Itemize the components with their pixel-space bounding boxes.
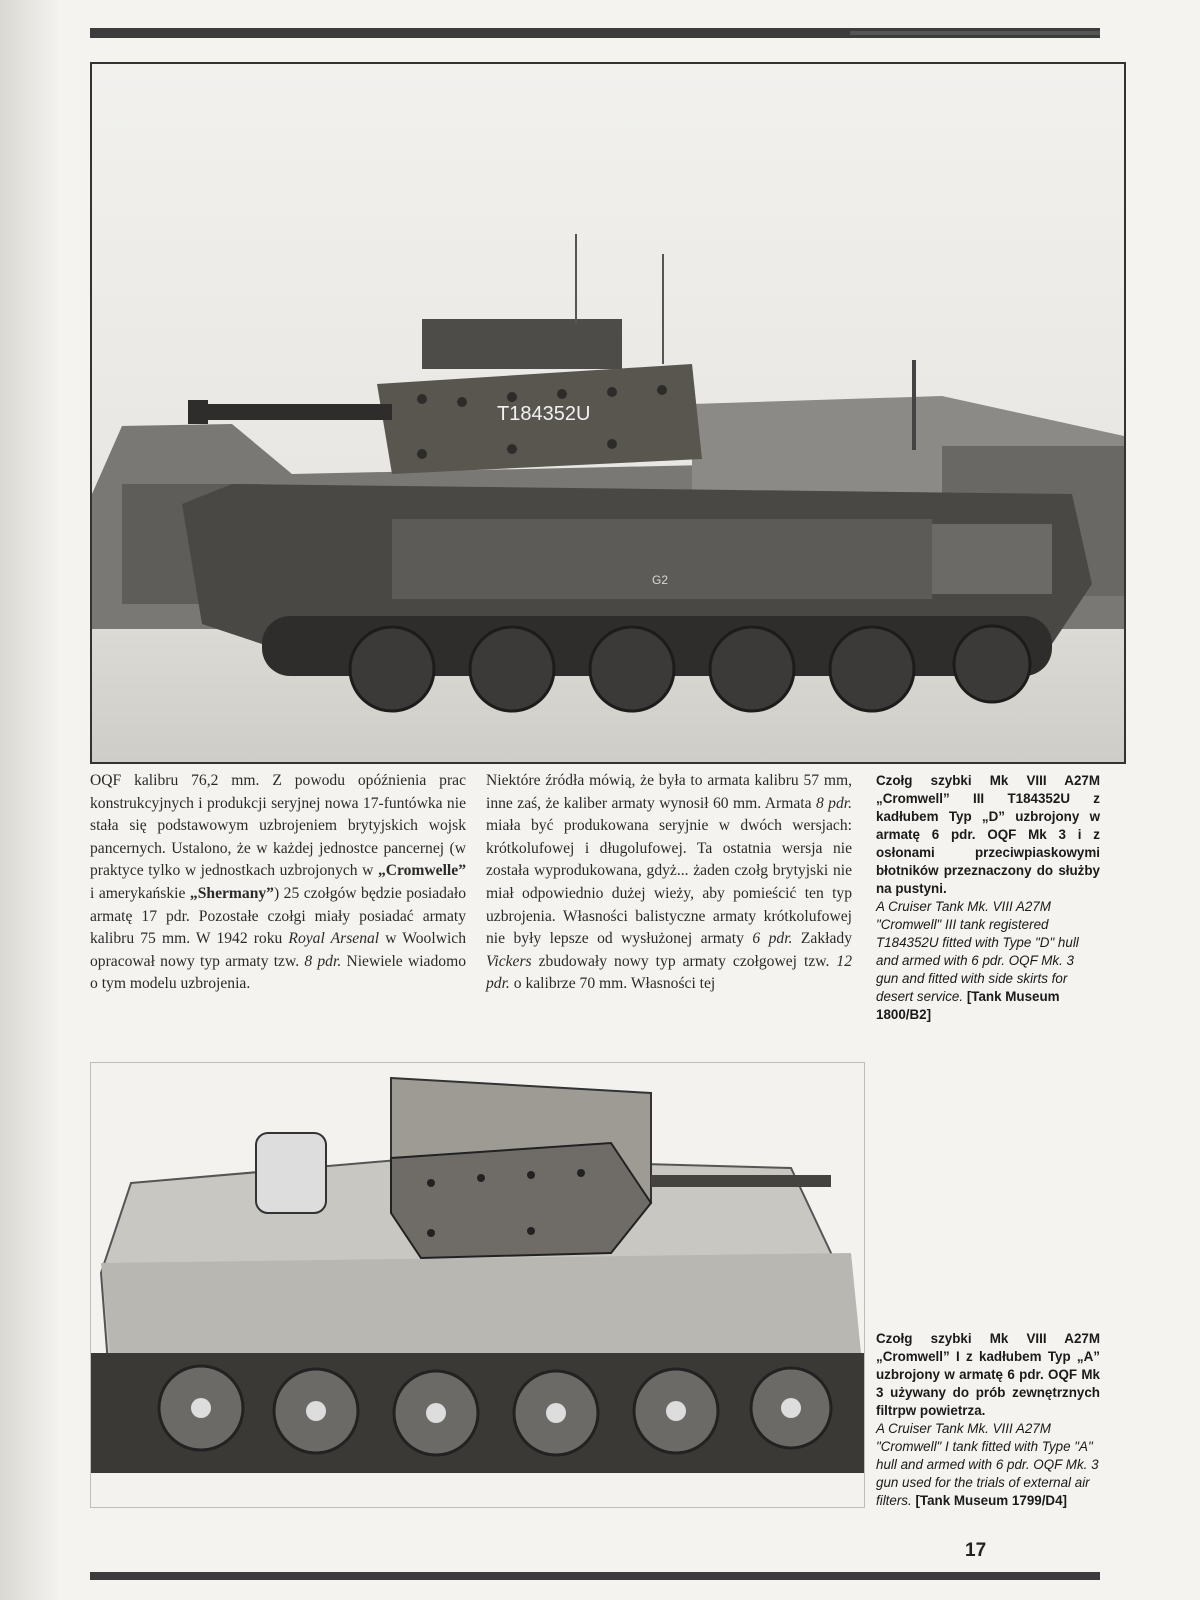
header-rule (90, 28, 1100, 38)
caption-polish: Czołg szybki Mk VIII A27M „Cromwell” III T184352U z kadłubem Typ „D” uzbrojony w armatę 6 pdr. OQF Mk 3 i z osłonami przeciwpiaskowymi błotników przeznaczony do służby na pustyni. (876, 773, 1100, 896)
text-run-italic: 6 pdr. (752, 930, 793, 948)
text-run-bold: „Cromwelle” (377, 862, 466, 880)
caption-source: [Tank Museum 1800/B2] (876, 989, 1060, 1022)
caption-top-photo (876, 772, 1100, 1024)
tank-side-illustration (92, 64, 1124, 762)
body-text-column-2 (486, 770, 852, 996)
caption-english: A Cruiser Tank Mk. VIII A27M "Cromwell" I tank fitted with Type "A" hull and armed with 6 pdr. OQF Mk. 3 gun used for the trials of external air filters. (876, 1421, 1099, 1508)
page-number: 17 (965, 1540, 987, 1561)
text-run: w Woolwich opracował nowy typ armaty tzw. (90, 930, 467, 970)
text-run-italic: 8 pdr. (815, 794, 852, 812)
body-text-column-1 (90, 770, 466, 996)
tank-top-illustration (91, 1063, 864, 1507)
caption-source: [Tank Museum 1799/D4] (915, 1493, 1068, 1508)
caption-polish: Czołg szybki Mk VIII A27M „Cromwell” I z kadłubem Typ „A” uzbrojony w armatę 6 pdr. OQF Mk 3 używany do prób zewnętrznych filtrpw powietrza. (876, 1331, 1100, 1418)
text-run: i amerykańskie (90, 884, 190, 902)
text-run: miała być produkowana seryjnie w dwóch wersjach: krótkolufowej i długolufowej. Ta ostatnia wersja nie została wyprodukowana, gdyż... żaden czołg brytyjski nie miał odpowiednio dużej wieży, aby pomieścić ten typ uzbrojenia. Własności balistyczne armaty krótkolufowej nie były lepsze od wysłużonej armaty (486, 817, 852, 948)
hull-registration-marking: T184352U (497, 403, 591, 425)
text-run: Niektóre źródła mówią, że była to armata kalibru 57 mm, inne zaś, że kaliber armaty wynosił 60 mm. Armata (486, 772, 852, 812)
photo-cromwell-top-view (90, 1062, 865, 1508)
text-run: zbudowały nowy typ armaty czołgowej tzw. (531, 952, 837, 970)
text-run: Niewiele wiadomo o tym modelu uzbrojenia. (90, 952, 466, 993)
text-run: ) 25 czołgów będzie posiadało armatę 17 pdr. Pozostałe czołgi miały posiadać armaty kalibru 75 mm. W 1942 roku (90, 884, 466, 948)
text-run: Zakłady (792, 930, 852, 948)
text-run-italic: Vickers (486, 952, 532, 970)
caption-english: A Cruiser Tank Mk. VIII A27M "Cromwell" III tank registered T184352U fitted with Type "D" hull and armed with 6 pdr. OQF Mk. 3 gun and fitted with side skirts for desert service. (876, 899, 1079, 1004)
page-gutter-shadow (0, 0, 60, 1600)
text-run: OQF kalibru 76,2 mm. Z powodu opóźnienia prac konstrukcyjnych i produkcji seryjnej nowa 17-funtówka nie stała się podstawowym uzbrojeniem brytyjskich wojsk pancernych. Ustalono, że w każdej jednostce pancernej (w praktyce tylko w jednostkach uzbrojonych w (90, 772, 466, 880)
side-marking: G2 (652, 573, 669, 587)
paragraph (486, 770, 852, 996)
paragraph (90, 770, 466, 996)
text-run-italic: 12 pdr. (486, 952, 852, 993)
text-run-italic: Royal Arsenal (288, 930, 380, 948)
caption-bottom-photo (876, 1330, 1100, 1510)
text-run-bold: „Shermany” (189, 884, 274, 902)
text-run: o kalibrze 70 mm. Własności tej (509, 975, 716, 993)
footer-rule (90, 1572, 1100, 1580)
photo-cromwell-side-view (90, 62, 1126, 764)
text-run-italic: 8 pdr. (304, 952, 342, 970)
